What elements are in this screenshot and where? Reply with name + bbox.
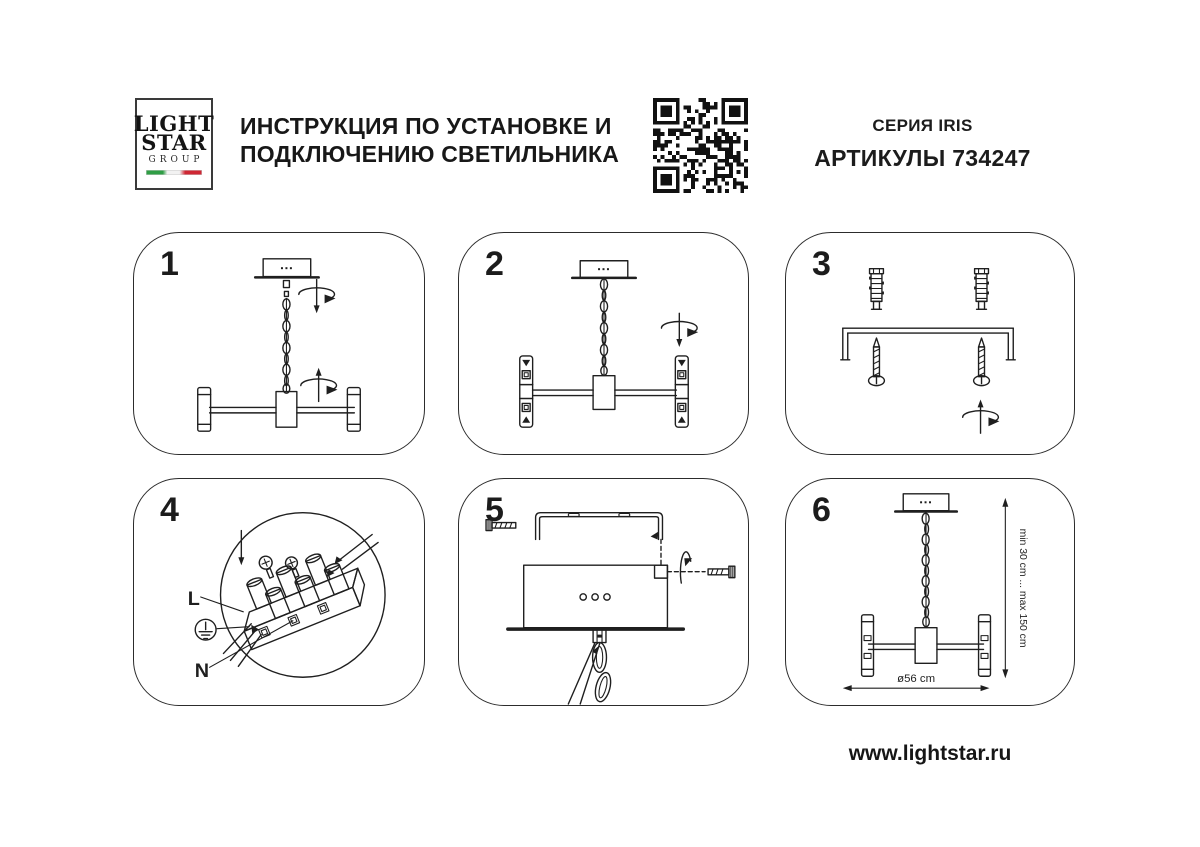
logo-group-text: GROUP (148, 154, 204, 165)
step-number: 6 (812, 491, 831, 529)
ceiling-plate (572, 261, 635, 278)
lightstar-logo (135, 98, 213, 190)
chain (283, 281, 290, 394)
product-info (795, 116, 1050, 172)
step-6-panel (785, 478, 1075, 706)
step-3-drawing (786, 233, 1074, 454)
ceiling-plate (895, 494, 956, 512)
screw (869, 338, 885, 386)
step-number: 4 (160, 491, 179, 529)
step-number: 2 (485, 245, 504, 283)
step-5-panel (458, 478, 749, 706)
chain (600, 278, 607, 376)
italian-flag-stripe (146, 170, 202, 175)
rotation-arrow-icon (299, 280, 336, 314)
step-number: 3 (812, 245, 831, 283)
fixture-body (198, 388, 361, 432)
lamp-tube (675, 356, 688, 427)
fixture-body (533, 376, 677, 410)
website-url: www.lightstar.ru (848, 742, 1012, 765)
ground-icon (195, 619, 216, 640)
rotation-arrow-icon (661, 313, 698, 347)
step-6-drawing (786, 479, 1074, 705)
article-number: АРТИКУЛЫ 734247 (814, 145, 1031, 171)
step-4-drawing (134, 479, 424, 705)
rotation-arrow-icon (301, 368, 338, 402)
mounting-bracket (536, 513, 663, 540)
qr-code (653, 98, 748, 193)
height-dimension (1002, 498, 1028, 678)
screw (486, 520, 516, 531)
step-1-drawing (134, 233, 424, 454)
step-number: 1 (160, 245, 179, 283)
series-label: СЕРИЯ IRIS (872, 116, 973, 135)
page-title: ИНСТРУКЦИЯ ПО УСТАНОВКЕ И ПОДКЛЮЧЕНИЮ СВЕТИЛЬНИКА (240, 113, 620, 167)
wall-plug (869, 269, 884, 310)
wall-plug (974, 269, 989, 310)
step-1-panel (133, 232, 425, 455)
magnifier-circle (221, 513, 386, 678)
step-2-panel (458, 232, 749, 455)
step-5-drawing (459, 479, 748, 705)
terminal-block (221, 525, 371, 649)
height-range-label: min 30 cm ... max 150 cm (1017, 528, 1029, 648)
live-label: L (187, 587, 200, 610)
step-2-drawing (459, 233, 748, 454)
mounting-bracket (841, 328, 1015, 360)
lamp-tube (520, 356, 533, 427)
chain (922, 512, 929, 628)
step-4-panel (133, 478, 425, 706)
rotation-arrow-icon (963, 399, 1000, 433)
step-number: 5 (485, 491, 504, 529)
ceiling-plate (255, 259, 318, 278)
logo-text: LIGHT STAR (133, 110, 215, 155)
diameter-label: ø56 cm (897, 673, 936, 686)
step-3-panel (785, 232, 1075, 455)
chain (568, 630, 613, 704)
canopy-box (508, 565, 683, 629)
insert-arrow (238, 531, 244, 566)
screw (974, 338, 990, 386)
neutral-label: N (194, 660, 210, 683)
screw (708, 566, 735, 577)
